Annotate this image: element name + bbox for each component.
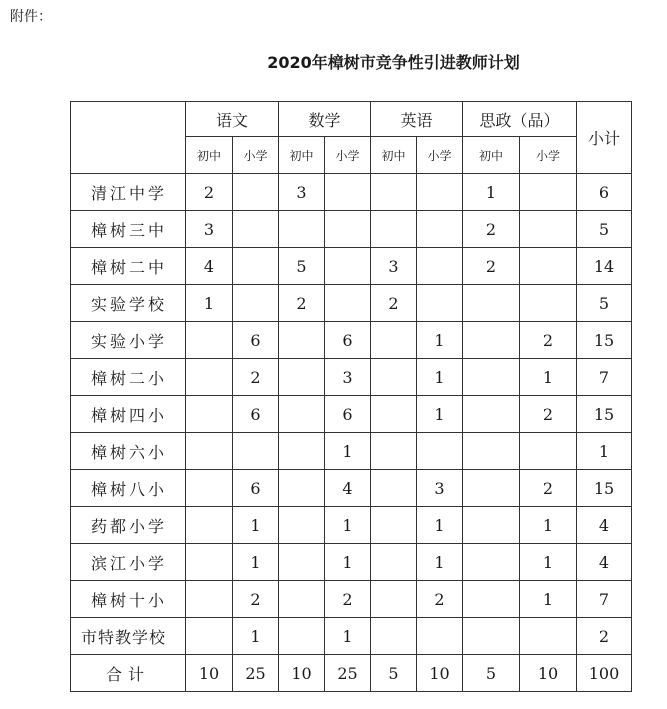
quota-cell: 2 [233,359,279,396]
quota-cell: 2 [233,581,279,618]
quota-cell: 2 [520,470,577,507]
quota-cell [417,618,463,655]
quota-cell: 6 [325,322,371,359]
quota-cell [520,285,577,322]
quota-cell [186,433,233,470]
row-subtotal-cell: 5 [577,211,632,248]
quota-cell [520,248,577,285]
quota-cell [279,322,325,359]
quota-cell [279,470,325,507]
quota-cell [325,285,371,322]
quota-cell [233,211,279,248]
table-row [71,433,632,470]
quota-cell [371,544,417,581]
quota-cell: 2 [417,581,463,618]
level-header: 小学 [233,137,279,174]
total-cell: 10 [279,655,325,692]
subject-header: 英语 [371,102,463,137]
quota-cell: 1 [325,544,371,581]
school-name-cell: 清江中学 [71,174,186,211]
quota-cell: 2 [186,174,233,211]
total-cell: 25 [233,655,279,692]
level-header: 小学 [520,137,577,174]
table-row [71,322,632,359]
quota-cell [186,507,233,544]
quota-cell [520,433,577,470]
row-subtotal-cell: 15 [577,470,632,507]
subject-header: 语文 [186,102,279,137]
total-cell: 10 [520,655,577,692]
total-label-cell: 合计 [71,655,186,692]
quota-cell: 3 [417,470,463,507]
row-subtotal-cell: 4 [577,507,632,544]
quota-cell [371,581,417,618]
quota-cell [325,248,371,285]
quota-cell: 3 [279,174,325,211]
quota-cell: 1 [463,174,520,211]
total-cell: 10 [417,655,463,692]
quota-cell [371,507,417,544]
table-row [71,396,632,433]
quota-cell: 1 [233,544,279,581]
row-subtotal-cell: 5 [577,285,632,322]
quota-cell [186,581,233,618]
total-cell: 5 [371,655,417,692]
quota-cell: 1 [325,507,371,544]
table-row [71,174,632,211]
quota-cell [371,174,417,211]
quota-cell [233,174,279,211]
quota-cell: 6 [325,396,371,433]
quota-cell [463,470,520,507]
table-row [71,211,632,248]
quota-cell [463,322,520,359]
quota-cell: 6 [233,470,279,507]
school-name-cell: 樟树四小 [71,396,186,433]
quota-cell: 4 [325,470,371,507]
level-header: 初中 [463,137,520,174]
school-name-cell: 樟树六小 [71,433,186,470]
quota-cell [463,544,520,581]
quota-cell [279,544,325,581]
level-header: 初中 [371,137,417,174]
row-subtotal-cell: 14 [577,248,632,285]
quota-cell [186,396,233,433]
quota-cell: 1 [417,396,463,433]
row-subtotal-cell: 15 [577,322,632,359]
table-row [71,470,632,507]
quota-cell [463,285,520,322]
quota-cell [371,359,417,396]
table-row [71,359,632,396]
quota-cell: 1 [325,618,371,655]
quota-cell: 1 [233,507,279,544]
quota-cell: 2 [463,211,520,248]
quota-cell [279,396,325,433]
quota-cell [417,174,463,211]
row-subtotal-cell: 4 [577,544,632,581]
quota-cell: 2 [279,285,325,322]
row-subtotal-cell: 6 [577,174,632,211]
quota-cell: 1 [417,507,463,544]
quota-cell [279,507,325,544]
table-row [71,248,632,285]
row-subtotal-cell: 15 [577,396,632,433]
quota-cell [463,618,520,655]
quota-cell: 1 [233,618,279,655]
total-cell: 10 [186,655,233,692]
school-name-cell: 市特教学校 [71,618,186,655]
quota-cell [463,433,520,470]
row-subtotal-cell: 7 [577,359,632,396]
quota-cell: 1 [325,433,371,470]
row-subtotal-cell: 1 [577,433,632,470]
quota-cell [279,359,325,396]
quota-cell [520,211,577,248]
corner-cell [71,102,186,174]
level-header: 小学 [417,137,463,174]
document-title: 2020年樟树市竞争性引进教师计划 [267,53,520,72]
quota-cell: 2 [371,285,417,322]
quota-cell: 1 [520,544,577,581]
level-header: 小学 [325,137,371,174]
quota-cell: 1 [520,507,577,544]
quota-cell [463,396,520,433]
quota-cell [233,248,279,285]
school-name-cell: 樟树十小 [71,581,186,618]
quota-cell: 1 [520,359,577,396]
quota-cell [371,618,417,655]
school-name-cell: 实验学校 [71,285,186,322]
school-name-cell: 樟树八小 [71,470,186,507]
quota-cell [233,433,279,470]
quota-cell [186,470,233,507]
quota-cell: 1 [417,359,463,396]
quota-cell [520,174,577,211]
total-cell: 25 [325,655,371,692]
quota-cell: 2 [463,248,520,285]
quota-cell: 1 [520,581,577,618]
quota-cell: 6 [233,396,279,433]
quota-cell [417,248,463,285]
quota-cell [233,285,279,322]
quota-cell: 4 [186,248,233,285]
table-row [71,507,632,544]
quota-cell [371,470,417,507]
school-name-cell: 实验小学 [71,322,186,359]
quota-cell [417,211,463,248]
quota-cell [186,359,233,396]
quota-cell [279,433,325,470]
quota-cell: 2 [325,581,371,618]
level-header: 初中 [186,137,233,174]
quota-cell [463,359,520,396]
attachment-label: 附件： [10,9,52,25]
row-subtotal-cell: 7 [577,581,632,618]
quota-cell: 6 [233,322,279,359]
quota-cell [186,618,233,655]
quota-cell [186,322,233,359]
quota-cell: 1 [417,544,463,581]
quota-cell: 3 [325,359,371,396]
quota-cell: 3 [186,211,233,248]
recruitment-plan-table [70,101,632,692]
header-row-subjects [71,102,632,137]
quota-cell [186,544,233,581]
quota-cell [371,211,417,248]
quota-cell: 3 [371,248,417,285]
table-row [71,581,632,618]
grand-total-cell: 100 [577,655,632,692]
quota-cell [417,433,463,470]
table-row [71,285,632,322]
subject-header: 思政（品） [463,102,577,137]
quota-cell [520,618,577,655]
quota-cell [371,396,417,433]
quota-cell: 2 [520,396,577,433]
table-row [71,544,632,581]
quota-cell [325,211,371,248]
quota-cell: 1 [186,285,233,322]
quota-cell: 5 [279,248,325,285]
quota-cell [371,322,417,359]
total-cell: 5 [463,655,520,692]
quota-cell: 2 [520,322,577,359]
quota-cell: 1 [417,322,463,359]
quota-cell [279,581,325,618]
subtotal-header: 小计 [577,102,632,174]
total-row [71,655,632,692]
quota-cell [279,618,325,655]
quota-cell [325,174,371,211]
quota-cell [371,433,417,470]
quota-cell [463,507,520,544]
table-row [71,618,632,655]
subject-header: 数学 [279,102,371,137]
quota-cell [463,581,520,618]
row-subtotal-cell: 2 [577,618,632,655]
school-name-cell: 药都小学 [71,507,186,544]
quota-cell [279,211,325,248]
school-name-cell: 樟树三中 [71,211,186,248]
quota-cell [417,285,463,322]
school-name-cell: 樟树二中 [71,248,186,285]
level-header: 初中 [279,137,325,174]
school-name-cell: 滨江小学 [71,544,186,581]
school-name-cell: 樟树二小 [71,359,186,396]
